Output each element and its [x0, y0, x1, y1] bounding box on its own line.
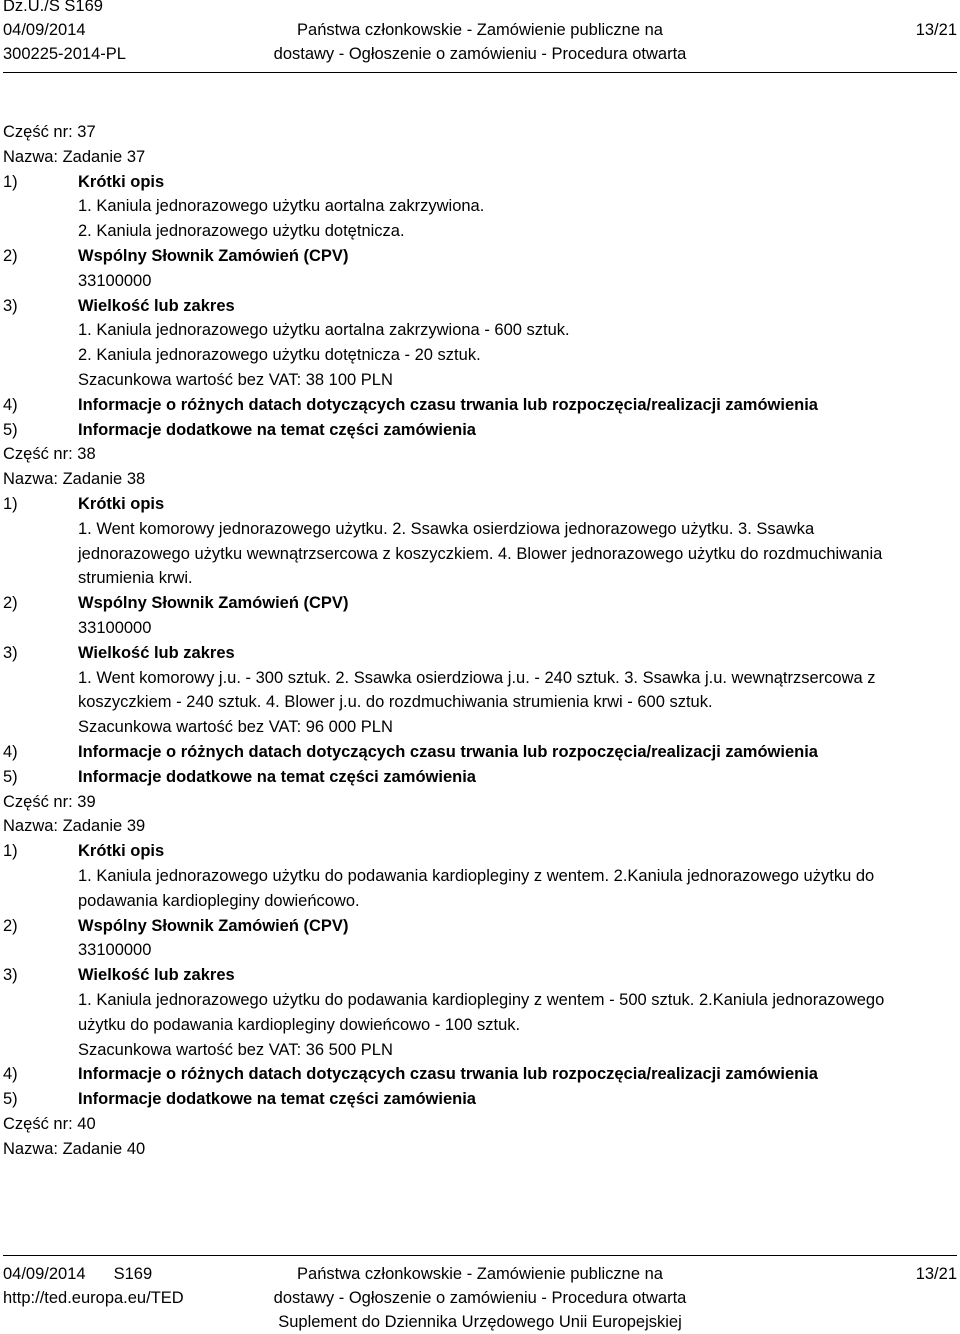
section-number: 1): [3, 172, 18, 191]
section-number: 3): [3, 296, 18, 315]
body-text: 1. Kaniula jednorazowego użytku aortalna zakrzywiona - 600 sztuk.: [78, 321, 570, 340]
body-text: użytku do podawania kardiopleginy dowieńcowo - 100 sztuk.: [78, 1015, 521, 1034]
body-text: podawania kardiopleginy dowieńcowo.: [78, 891, 360, 910]
section-heading: Krótki opis: [78, 842, 165, 861]
footer-right: [916, 1262, 957, 1286]
section-number: 3): [3, 966, 18, 985]
section-heading: Krótki opis: [78, 495, 165, 513]
header-title-line2: dostawy - Ogłoszenie o zamówieniu - Procedura otwarta: [273, 45, 687, 63]
body-text: 33100000: [78, 619, 152, 637]
section-number: 1): [3, 495, 18, 513]
section-number: 5): [3, 767, 18, 786]
part-title: Część nr: 39: [3, 792, 96, 811]
body-text: 1. Kaniula jednorazowego użytku do podawania kardiopleginy z wentem. 2.Kaniula jednorazowego użytku do: [78, 867, 875, 885]
footer-center: [3, 1262, 957, 1334]
part-title: Część nr: 37: [3, 123, 96, 141]
section-heading: Wielkość lub zakres: [78, 966, 235, 985]
section-heading: Krótki opis: [78, 172, 165, 191]
section-heading: Wielkość lub zakres: [78, 296, 235, 315]
section-heading: Informacje dodatkowe na temat części zamówienia: [78, 767, 476, 786]
section-heading: Informacje o różnych datach dotyczących czasu trwania lub rozpoczęcia/realizacji zamówienia: [78, 395, 818, 414]
section-number: 2): [3, 247, 18, 265]
footer-title-line1: Państwa członkowskie - Zamówienie publiczne na: [297, 1265, 663, 1283]
publication-date: 04/09/2014: [3, 21, 86, 39]
body-text: 33100000: [78, 941, 152, 960]
footer-date: 04/09/2014: [3, 1265, 86, 1283]
body-text: 2. Kaniula jednorazowego użytku dotętnicza - 20 sztuk.: [78, 346, 481, 365]
part-title: Nazwa: Zadanie 37: [3, 147, 146, 166]
body-text: Szacunkowa wartość bez VAT: 38 100 PLN: [78, 371, 393, 389]
header-right: [916, 0, 957, 42]
body-text: 1. Went komorowy jednorazowego użytku. 2. Ssawka osierdziowa jednorazowego użytku. 3. Ssawka: [78, 519, 815, 538]
part-title: Nazwa: Zadanie 40: [3, 1139, 146, 1158]
body-text: 1. Kaniula jednorazowego użytku do podawania kardiopleginy z wentem - 500 sztuk. 2.Kaniula jednorazowego: [78, 991, 885, 1009]
part-title: Część nr: 38: [3, 445, 96, 464]
part-title: Nazwa: Zadanie 39: [3, 817, 146, 836]
header-center: [3, 0, 957, 66]
notice-number: 300225-2014-PL: [3, 45, 126, 63]
footer-issue: S169: [113, 1265, 153, 1283]
journal-ref: Dz.U./S S169: [3, 0, 103, 15]
body-text: 1. Kaniula jednorazowego użytku aortalna zakrzywiona.: [78, 197, 485, 216]
body-text: jednorazowego użytku wewnątrzsercowa z koszyczkiem. 4. Blower jednorazowego użytku do rozdmuchiwania: [78, 544, 883, 563]
body-text: koszyczkiem - 240 sztuk. 4. Blower j.u. do rozdmuchiwania strumienia krwi - 600 sztuk.: [78, 693, 713, 712]
section-heading: Informacje o różnych datach dotyczących czasu trwania lub rozpoczęcia/realizacji zamówienia: [78, 1065, 818, 1084]
section-heading: Informacje dodatkowe na temat części zamówienia: [78, 420, 476, 439]
footer-title-line2: dostawy - Ogłoszenie o zamówieniu - Procedura otwarta: [273, 1289, 687, 1307]
section-heading: Wielkość lub zakres: [78, 643, 235, 662]
part-title: Część nr: 40: [3, 1115, 96, 1133]
page-footer: [3, 1262, 957, 1334]
section-number: 4): [3, 1065, 18, 1084]
section-number: 1): [3, 842, 18, 861]
section-number: 4): [3, 743, 18, 761]
section-number: 3): [3, 643, 18, 662]
section-number: 4): [3, 395, 18, 414]
header-divider: [3, 72, 957, 73]
body-text: Szacunkowa wartość bez VAT: 96 000 PLN: [78, 718, 393, 737]
body-text: Szacunkowa wartość bez VAT: 36 500 PLN: [78, 1040, 393, 1059]
section-heading: Informacje dodatkowe na temat części zamówienia: [78, 1090, 476, 1109]
section-heading: Wspólny Słownik Zamówień (CPV): [78, 594, 349, 613]
footer-supplement: Suplement do Dziennika Urzędowego Unii Europejskiej: [278, 1313, 682, 1331]
section-heading: Wspólny Słownik Zamówień (CPV): [78, 247, 349, 265]
section-heading: Informacje o różnych datach dotyczących czasu trwania lub rozpoczęcia/realizacji zamówienia: [78, 743, 818, 761]
header-title-line1: Państwa członkowskie - Zamówienie publiczne na: [297, 21, 663, 39]
section-number: 5): [3, 420, 18, 439]
footer-page-number: 13/21: [915, 1265, 957, 1283]
body-text: strumienia krwi.: [78, 569, 193, 588]
page-header: [3, 0, 957, 66]
section-number: 2): [3, 916, 18, 935]
body-text: 2. Kaniula jednorazowego użytku dotętnicza.: [78, 222, 405, 241]
page-number: 13/21: [915, 21, 957, 39]
body-text: 33100000: [78, 271, 152, 290]
body-text: 1. Went komorowy j.u. - 300 sztuk. 2. Ssawka osierdziowa j.u. - 240 sztuk. 3. Ssawka j.u. wewnątrzsercowa z: [78, 668, 876, 687]
section-number: 5): [3, 1090, 18, 1109]
part-title: Nazwa: Zadanie 38: [3, 470, 146, 489]
footer-url[interactable]: http://ted.europa.eu/TED: [3, 1289, 184, 1307]
section-heading: Wspólny Słownik Zamówień (CPV): [78, 916, 349, 935]
footer-divider: [3, 1255, 957, 1256]
section-number: 2): [3, 594, 18, 613]
